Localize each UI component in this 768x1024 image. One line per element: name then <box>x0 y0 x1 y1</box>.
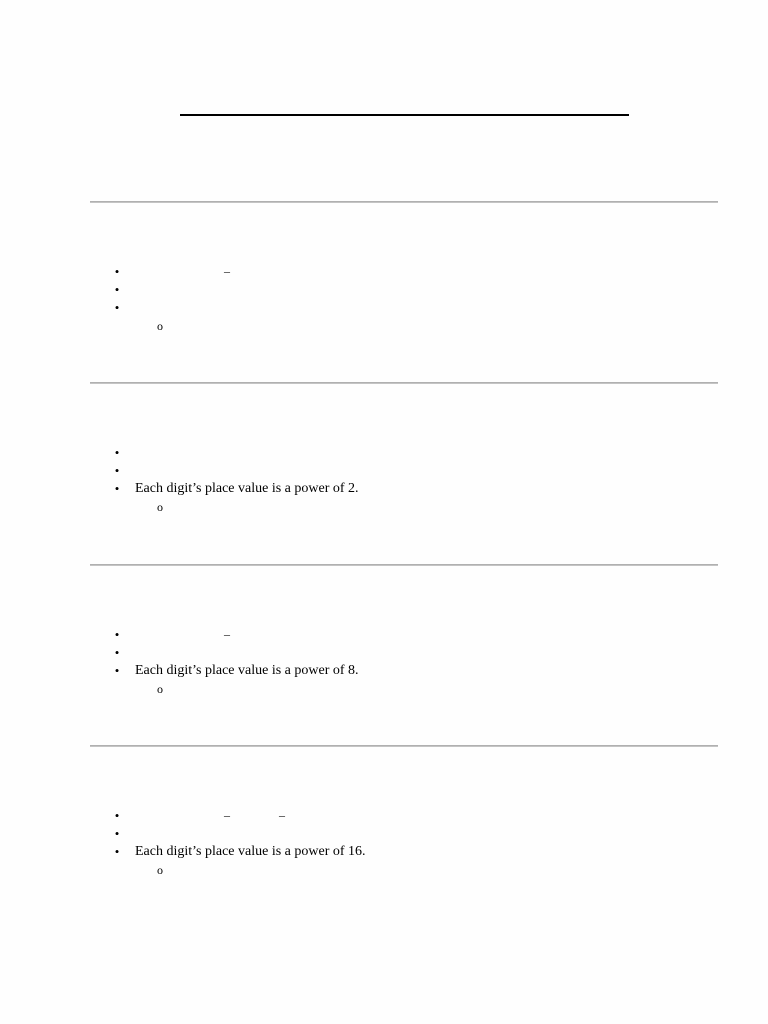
dash-mark: – <box>224 264 230 278</box>
title-underline <box>180 114 629 116</box>
bullet-marker: • <box>114 645 120 660</box>
list-item <box>0 626 768 644</box>
bullet-marker: • <box>114 445 120 460</box>
sub-list-item <box>0 317 768 335</box>
bullet-marker: • <box>114 264 120 279</box>
bullet-marker: • <box>114 844 120 859</box>
list-item <box>0 299 768 317</box>
sub-bullet-marker: o <box>157 319 163 333</box>
dash-mark: – <box>279 808 285 822</box>
section-divider <box>90 745 718 747</box>
sub-list-item <box>0 861 768 879</box>
sub-list-item <box>0 680 768 698</box>
section-divider <box>90 564 718 566</box>
bullet-marker: • <box>114 282 120 297</box>
list-item <box>0 462 768 480</box>
bullet-marker: • <box>114 826 120 841</box>
section-divider <box>90 382 718 384</box>
list-item <box>0 444 768 462</box>
list-item <box>0 825 768 843</box>
list-item <box>0 662 768 680</box>
list-item-text: Each digit’s place value is a power of 16. <box>135 844 366 859</box>
sub-list-item <box>0 498 768 516</box>
sub-bullet-marker: o <box>157 863 163 877</box>
bullet-marker: • <box>114 463 120 478</box>
bullet-marker: • <box>114 300 120 315</box>
dash-mark: – <box>224 808 230 822</box>
list-item-text: Each digit’s place value is a power of 8. <box>135 663 359 678</box>
list-item-text: Each digit’s place value is a power of 2. <box>135 481 359 496</box>
list-item <box>0 807 768 825</box>
sub-bullet-marker: o <box>157 682 163 696</box>
list-item <box>0 644 768 662</box>
list-item <box>0 480 768 498</box>
list-item <box>0 281 768 299</box>
section-divider <box>90 201 718 203</box>
bullet-marker: • <box>114 808 120 823</box>
list-item <box>0 843 768 861</box>
list-item <box>0 263 768 281</box>
bullet-marker: • <box>114 481 120 496</box>
dash-mark: – <box>224 627 230 641</box>
sub-bullet-marker: o <box>157 500 163 514</box>
bullet-marker: • <box>114 627 120 642</box>
bullet-marker: • <box>114 663 120 678</box>
